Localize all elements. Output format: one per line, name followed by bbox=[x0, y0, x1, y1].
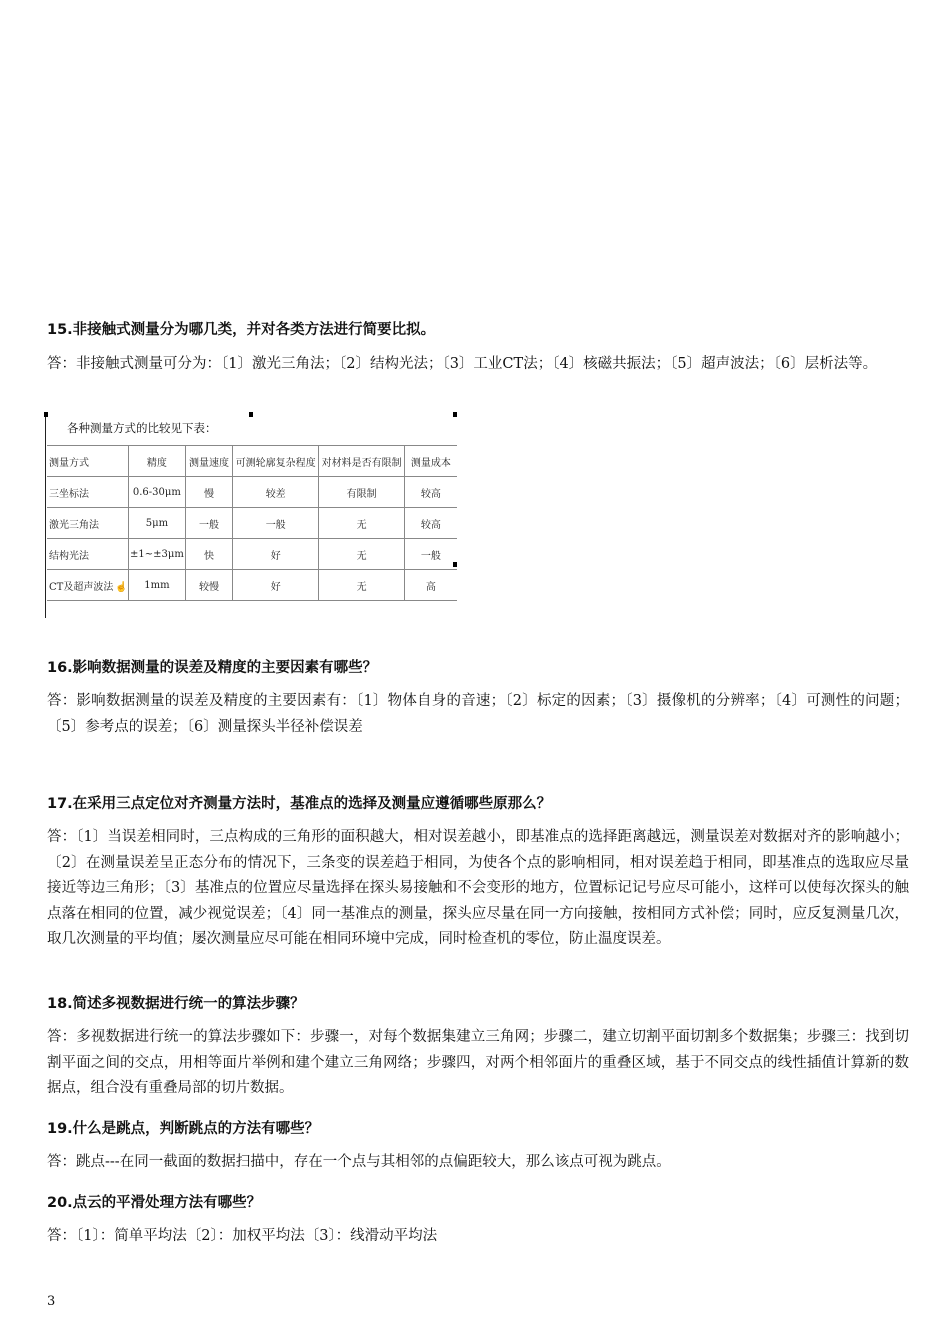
answer-20: 答：〔1〕：简单平均法〔2〕：加权平均法〔3〕：线滑动平均法 bbox=[47, 1228, 438, 1244]
answer-16: 答：影响数据测量的误差及精度的主要因素有：〔1〕物体自身的音速；〔2〕标定的因素；〔3〕摄像机的分辨率；〔4〕可测性的问题；〔5〕参考点的误差；〔6〕测量探头半径补偿误差 bbox=[47, 693, 909, 735]
table-cell: 高 bbox=[404, 570, 457, 601]
table-header-cell: 测量成本 bbox=[404, 446, 457, 477]
question-16: 16.影响数据测量的误差及精度的主要因素有哪些？ bbox=[47, 660, 378, 676]
resize-handle bbox=[44, 412, 48, 417]
table-cell: 较高 bbox=[404, 508, 457, 539]
question-20: 20.点云的平滑处理方法有哪些？ bbox=[47, 1195, 262, 1211]
table-cell: 5μm bbox=[128, 508, 185, 539]
resize-handle bbox=[453, 412, 457, 417]
table-row bbox=[47, 508, 457, 539]
answer-17: 答：〔1〕当误差相同时，三点构成的三角形的面积越大，相对误差越小，即基准点的选择距离越远，测量误差对数据对齐的影响越小；〔2〕在测量误差呈正态分布的情况下，三条变的误差趋于相同，为使各个点的影响相同，相对误差趋于相同，即基准点的选取应尽量接近等边三角形；〔3〕基准点的位置应尽量选择在探头易接触和不会变形的地方，位置标记记号应尽可能小，这样可以使每次探头的触点落在相同的位置，减少视觉误差；〔4〕同一基准点的测量，探头应尽量在同一方向接触，按相同方式补偿；同时，应反复测量几次，取几次测量的平均值；屡次测量应尽可能在相同环境中完成，同时检查机的零位，防止温度误差。 bbox=[47, 829, 909, 947]
answer-18: 答：多视数据进行统一的算法步骤如下：步骤一，对每个数据集建立三角网；步骤二，建立切割平面切割多个数据集；步骤三：找到切割平面之间的交点，用相等面片举例和建个建立三角网络；步骤四，对两个相邻面片的重叠区域，基于不同交点的线性插值计算新的数据点，组合没有重叠局部的切片数据。 bbox=[47, 1029, 909, 1096]
table-cell: 较慢 bbox=[186, 570, 233, 601]
table-cell: 一般 bbox=[233, 508, 319, 539]
page-number: 3 bbox=[47, 1294, 56, 1309]
table-cell: 无 bbox=[319, 539, 405, 570]
comparison-table bbox=[47, 445, 457, 601]
table-header-cell: 测量方式 bbox=[47, 446, 128, 477]
table-cell: 无 bbox=[319, 508, 405, 539]
resize-handle bbox=[249, 412, 253, 417]
answer-15: 答：非接触式测量可分为：〔1〕激光三角法；〔2〕结构光法；〔3〕工业CT法；〔4〕核磁共振法；〔5〕超声波法；〔6〕层析法等。 bbox=[47, 356, 878, 372]
hand-cursor-icon: ☝ bbox=[115, 581, 128, 593]
table-cell: 好 bbox=[233, 539, 319, 570]
table-header-cell: 测量速度 bbox=[186, 446, 233, 477]
table-cell: 结构光法 bbox=[47, 539, 128, 570]
table-header-row bbox=[47, 446, 457, 477]
table-cell: 激光三角法 bbox=[47, 508, 128, 539]
table-cell bbox=[47, 570, 128, 601]
table-cell: 较差 bbox=[233, 477, 319, 508]
table-cell: 较高 bbox=[404, 477, 457, 508]
table-row bbox=[47, 477, 457, 508]
question-18: 18.简述多视数据进行统一的算法步骤？ bbox=[47, 996, 305, 1012]
table-cell: 三坐标法 bbox=[47, 477, 128, 508]
question-17: 17.在采用三点定位对齐测量方法时，基准点的选择及测量应遵循哪些原那么？ bbox=[47, 796, 552, 812]
table-cell: 无 bbox=[319, 570, 405, 601]
table-cell: 1mm bbox=[128, 570, 185, 601]
table-cell: 快 bbox=[186, 539, 233, 570]
table-cell: 好 bbox=[233, 570, 319, 601]
comparison-table-figure bbox=[45, 412, 457, 618]
question-15: 15.非接触式测量分为哪几类，并对各类方法进行简要比拟。 bbox=[47, 322, 436, 338]
table-header-cell: 精度 bbox=[128, 446, 185, 477]
table-caption: 各种测量方式的比较见下表： bbox=[67, 421, 217, 435]
table-cell: 一般 bbox=[186, 508, 233, 539]
table-cell: ±1~±3μm bbox=[128, 539, 185, 570]
table-cell: 有限制 bbox=[319, 477, 405, 508]
table-cell: 一般 bbox=[404, 539, 457, 570]
question-19: 19.什么是跳点，判断跳点的方法有哪些？ bbox=[47, 1121, 320, 1137]
answer-19: 答：跳点---在同一截面的数据扫描中，存在一个点与其相邻的点偏距较大，那么该点可视为跳点。 bbox=[47, 1154, 671, 1170]
table-cell: 0.6-30μm bbox=[128, 477, 185, 508]
table-header-cell: 对材料是否有限制 bbox=[319, 446, 405, 477]
table-left-border bbox=[45, 414, 46, 618]
table-row bbox=[47, 539, 457, 570]
table-cell: 慢 bbox=[186, 477, 233, 508]
table-cell-text: CT及超声波法 bbox=[49, 581, 114, 593]
table-row bbox=[47, 570, 457, 601]
table-header-cell: 可测轮廓复杂程度 bbox=[233, 446, 319, 477]
